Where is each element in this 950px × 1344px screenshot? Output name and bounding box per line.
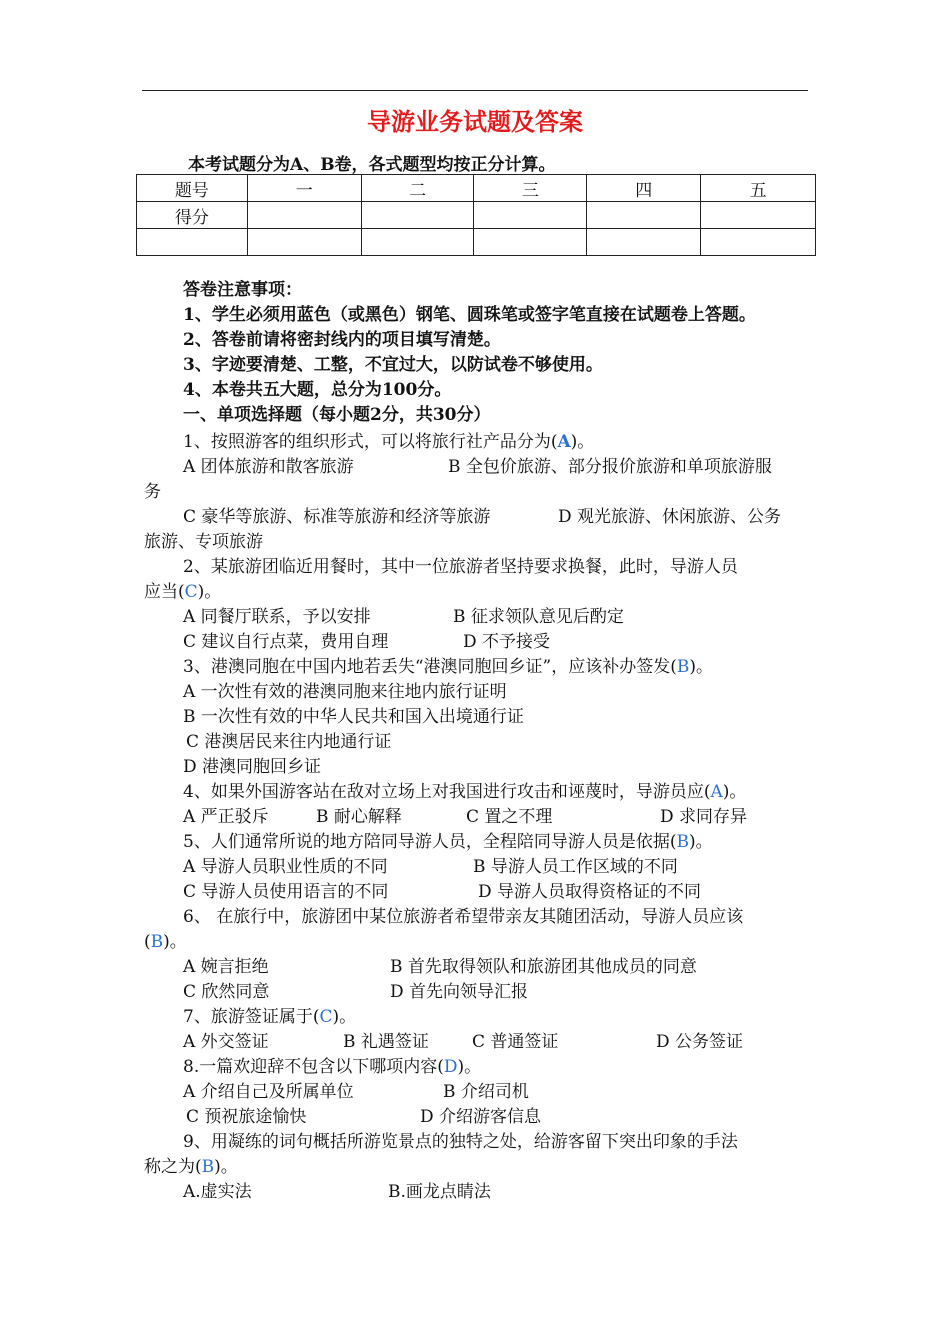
option-a: A 同餐厅联系，予以安排 [183,607,371,627]
option-a: A 介绍自己及所属单位 [183,1082,354,1102]
score-cell[interactable] [361,202,474,229]
answer: D [443,1057,458,1077]
notes-item: 2、答卷前请将密封线内的项目填写清楚。 [183,330,501,350]
option-d: D 港澳同胞回乡证 [183,757,322,777]
option-d: D 不予接受 [463,632,551,652]
score-row-label: 得分 [137,202,248,229]
question-9-stem: 9、用凝练的词句概括所游览景点的独特之处，给游客留下突出印象的手法 [183,1132,738,1152]
score-table-row [137,202,816,229]
answer: C [184,582,198,602]
option-d: D 观光旅游、休闲旅游、公务 [558,507,782,527]
score-header-cell: 二 [361,175,474,202]
answer: A [557,432,571,452]
score-cell[interactable] [701,229,816,256]
score-header-cell: 五 [701,175,816,202]
score-cell[interactable] [247,229,361,256]
option-a: A 外交签证 [183,1032,269,1052]
option-b: B 介绍司机 [443,1082,529,1102]
score-table [136,174,816,256]
option-d: D 介绍游客信息 [420,1107,542,1127]
answer: B [150,932,164,952]
score-header-cell: 三 [474,175,587,202]
question-1-stem: 1、按照游客的组织形式，可以将旅行社产品分为(A)。 [183,432,595,452]
notes-block [183,278,756,428]
score-header-cell: 一 [247,175,361,202]
header-rule [142,90,808,91]
notes-item: 3、字迹要清楚、工整，不宜过大，以防试卷不够使用。 [183,355,603,375]
option-c: C 港澳居民来往内地通行证 [186,732,392,752]
option-d: D 公务签证 [656,1032,744,1052]
section-heading: 一、单项选择题（每小题2分，共30分） [183,405,491,425]
option-d-cont: 旅游、专项旅游 [144,532,263,552]
option-c: C 豪华等旅游、标准等旅游和经济等旅游 [183,507,491,527]
option-a: A 团体旅游和散客旅游 [183,457,354,477]
answer: B [676,832,689,852]
question-4-stem: 4、如果外国游客站在敌对立场上对我国进行攻击和诬蔑时，导游员应(A)。 [183,782,747,802]
option-b: B 征求领队意见后酌定 [453,607,624,627]
answer: B [201,1157,215,1177]
option-b: B 导游人员工作区域的不同 [473,857,678,877]
option-b: B 耐心解释 [316,807,402,827]
option-d: D 导游人员取得资格证的不同 [478,882,702,902]
option-a: A 严正驳斥 [183,807,269,827]
answer: B [676,657,690,677]
question-2-stem-cont: 应当(C)。 [144,582,222,602]
option-b: B 全包价旅游、部分报价旅游和单项旅游服 [448,457,772,477]
option-c: C 预祝旅途愉快 [186,1107,307,1127]
option-c: C 普通签证 [472,1032,559,1052]
score-table-row [137,229,816,256]
notes-heading: 答卷注意事项： [183,280,302,300]
option-c: C 置之不理 [466,807,553,827]
answer: A [710,782,723,802]
score-cell[interactable] [587,229,701,256]
option-d: D 求同存异 [660,807,748,827]
question-9-stem-cont: 称之为(B)。 [144,1157,238,1177]
option-a: A 婉言拒绝 [183,957,269,977]
intro-text: 本考试题分为A、B卷，各式题型均按正分计算。 [188,155,556,175]
score-cell[interactable] [474,229,587,256]
option-b: B 首先取得领队和旅游团其他成员的同意 [390,957,697,977]
notes-item: 4、本卷共五大题，总分为100分。 [183,380,452,400]
score-cell[interactable] [247,202,361,229]
score-header-cell: 题号 [137,175,248,202]
question-5-stem: 5、人们通常所说的地方陪同导游人员，全程陪同导游人员是依据(B)。 [183,832,713,852]
score-cell[interactable] [587,202,701,229]
score-cell[interactable] [474,202,587,229]
score-cell[interactable] [137,229,248,256]
option-b: B 一次性有效的中华人民共和国入出境通行证 [183,707,524,727]
option-c: C 导游人员使用语言的不同 [183,882,389,902]
option-c: C 建议自行点菜，费用自理 [183,632,389,652]
score-table-header-row [137,175,816,202]
option-a: A.虚实法 [183,1182,252,1202]
page-title: 导游业务试题及答案 [367,108,583,136]
question-7-stem: 7、旅游签证属于(C)。 [183,1007,357,1027]
option-a: A 导游人员职业性质的不同 [183,857,388,877]
option-b-cont: 务 [144,482,161,502]
option-b: B.画龙点睛法 [388,1182,491,1202]
option-a: A 一次性有效的港澳同胞来往地内旅行证明 [183,682,507,702]
notes-item: 1、学生必须用蓝色（或黑色）钢笔、圆珠笔或签字笔直接在试题卷上答题。 [183,305,756,325]
question-2-stem: 2、某旅游团临近用餐时，其中一位旅游者坚持要求换餐，此时，导游人员 [183,557,738,577]
score-cell[interactable] [361,229,474,256]
question-3-stem: 3、港澳同胞在中国内地若丢失“港澳同胞回乡证”，应该补办签发(B)。 [183,657,713,677]
answer: C [319,1007,333,1027]
question-6-stem: 6、 在旅行中，旅游团中某位旅游者希望带亲友其随团活动，导游人员应该 [183,907,744,927]
score-header-cell: 四 [587,175,701,202]
question-8-stem: 8.一篇欢迎辞不包含以下哪项内容(D)。 [183,1057,482,1077]
option-c: C 欣然同意 [183,982,270,1002]
score-cell[interactable] [701,202,816,229]
option-b: B 礼遇签证 [343,1032,429,1052]
question-6-stem-cont: (B)。 [144,932,187,952]
option-d: D 首先向领导汇报 [390,982,529,1002]
